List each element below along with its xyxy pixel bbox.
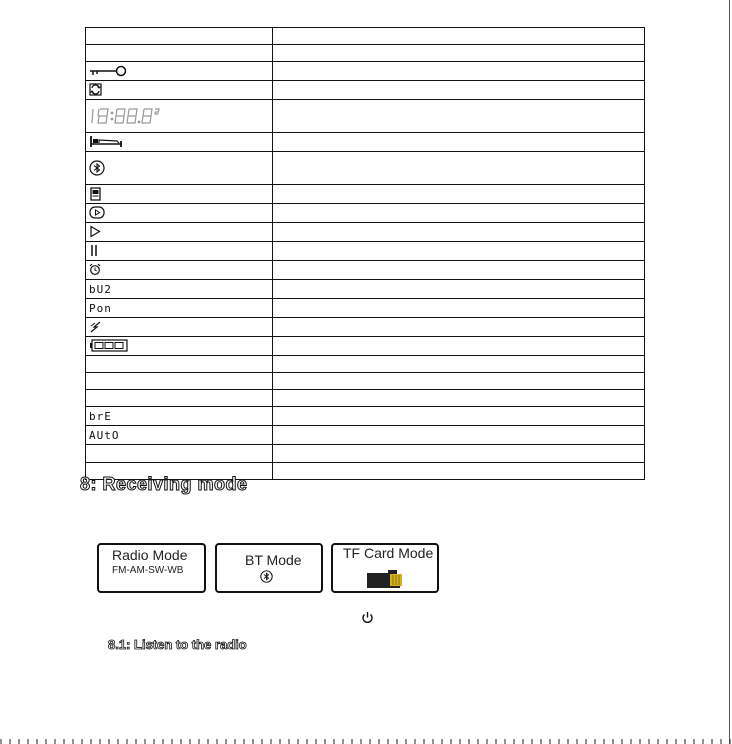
icon-cell (86, 242, 273, 261)
icon-cell (86, 299, 273, 318)
icon-cell (86, 426, 273, 445)
play-icon (89, 225, 101, 238)
segment-text-buz: bU2 (89, 283, 112, 296)
description-cell (273, 299, 645, 318)
icon-cell (86, 45, 273, 62)
description-cell (273, 62, 645, 81)
table-row (86, 242, 645, 261)
table-row (86, 280, 645, 299)
icon-cell (86, 152, 273, 185)
description-cell (273, 356, 645, 373)
description-cell (273, 390, 645, 407)
table-row (86, 426, 645, 445)
table-row (86, 185, 645, 204)
bt-mode-card (215, 543, 323, 593)
table-row (86, 390, 645, 407)
bluetooth-icon (89, 160, 105, 176)
table-row (86, 28, 645, 45)
description-cell (273, 318, 645, 337)
table-row (86, 356, 645, 373)
description-cell (273, 100, 645, 133)
description-cell (273, 373, 645, 390)
bed-icon (89, 135, 123, 148)
battery-icon (89, 339, 129, 352)
description-cell (273, 261, 645, 280)
page-edge-line (729, 0, 730, 744)
table-row (86, 223, 645, 242)
description-cell (273, 152, 645, 185)
icon-cell (86, 390, 273, 407)
pause-icon (89, 244, 99, 257)
icon-cell (86, 133, 273, 152)
icon-cell (86, 337, 273, 356)
table-row (86, 299, 645, 318)
bt-mode-title: BT Mode (245, 552, 302, 568)
description-cell (273, 185, 645, 204)
icon-cell (86, 261, 273, 280)
description-cell (273, 426, 645, 445)
description-cell (273, 337, 645, 356)
tf-card-mode-title: TF Card Mode (343, 545, 434, 561)
sd-card-icon (89, 187, 102, 201)
table-row (86, 445, 645, 463)
table-row (86, 133, 645, 152)
segment-text-auto: AUtO (89, 429, 120, 442)
description-cell (273, 45, 645, 62)
tf-card-mode-card (331, 543, 439, 593)
icon-cell (86, 28, 273, 45)
table-row (86, 261, 645, 280)
icon-cell (86, 204, 273, 223)
play-circle-icon (89, 206, 105, 219)
icon-cell (86, 81, 273, 100)
segment-text-pon: Pon (89, 302, 112, 315)
section-heading: 8: Receiving mode (80, 474, 248, 494)
table-row (86, 45, 645, 62)
description-cell (273, 204, 645, 223)
icon-cell (86, 100, 273, 133)
repeat-icon (89, 83, 102, 96)
page-bottom-edge (0, 739, 732, 744)
key-icon (89, 65, 127, 77)
icon-cell (86, 373, 273, 390)
description-cell (273, 463, 645, 480)
icon-description-table (85, 27, 645, 480)
icon-cell (86, 280, 273, 299)
table-row (86, 204, 645, 223)
description-cell (273, 242, 645, 261)
description-cell (273, 28, 645, 45)
radio-mode-bands: FM-AM-SW-WB (112, 565, 184, 576)
table-row (86, 81, 645, 100)
icon-cell (86, 407, 273, 426)
description-cell (273, 133, 645, 152)
icon-cell (86, 185, 273, 204)
table-row (86, 152, 645, 185)
radio-mode-card (97, 543, 206, 593)
description-cell (273, 81, 645, 100)
bluetooth-icon (260, 570, 273, 583)
alarm-clock-icon (89, 263, 101, 276)
power-icon (361, 611, 374, 624)
segment-text-bre: brE (89, 410, 112, 423)
table-row (86, 318, 645, 337)
table-row (86, 373, 645, 390)
icon-cell (86, 223, 273, 242)
radio-mode-title: Radio Mode (112, 547, 188, 563)
subsection-heading: 8.1: Listen to the radio (108, 637, 247, 652)
sd-card-icon (366, 569, 405, 589)
description-cell (273, 223, 645, 242)
table-row (86, 407, 645, 426)
icon-cell (86, 318, 273, 337)
table-row (86, 337, 645, 356)
icon-cell (86, 445, 273, 463)
icon-cell (86, 62, 273, 81)
seven-segment-display-icon (89, 107, 165, 125)
charging-icon (89, 321, 102, 333)
table-row (86, 62, 645, 81)
table-row (86, 100, 645, 133)
icon-cell (86, 356, 273, 373)
description-cell (273, 407, 645, 426)
description-cell (273, 445, 645, 463)
description-cell (273, 280, 645, 299)
